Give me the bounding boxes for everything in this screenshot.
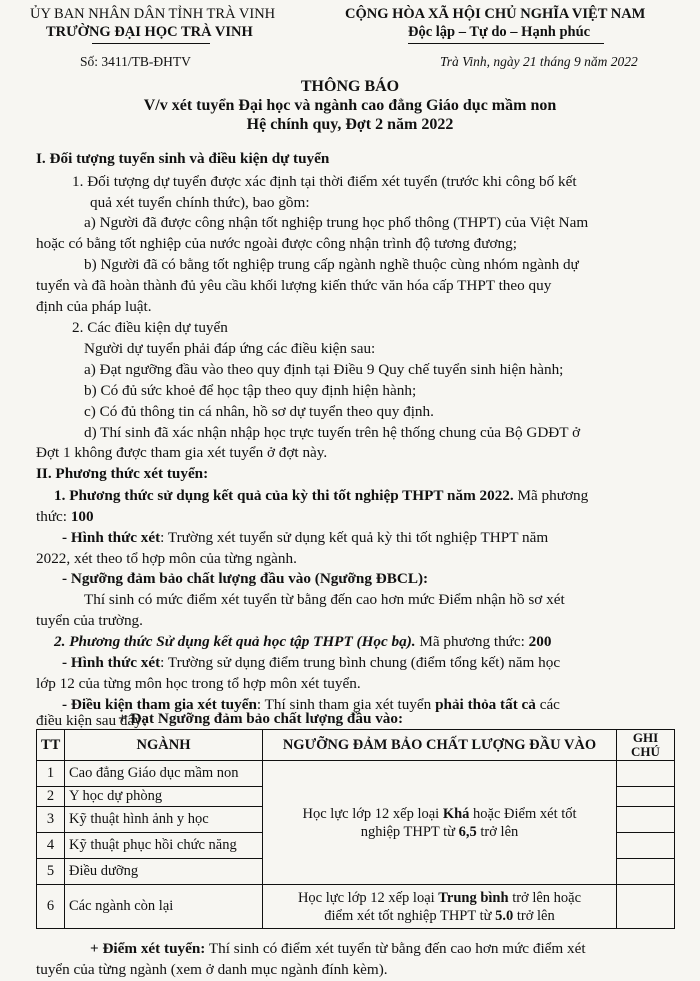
criteria-cell-2 — [263, 885, 617, 929]
row-nganh: Kỹ thuật hình ảnh y học — [65, 807, 263, 833]
header-nganh: NGÀNH — [65, 730, 263, 761]
header-ghichu: GHI CHÚ — [617, 730, 675, 761]
s1-cond-d-line2: Đợt 1 không được tham gia xét tuyển ở đợt này. — [36, 444, 328, 461]
header-tt: TT — [37, 730, 65, 761]
score-line1 — [90, 940, 586, 958]
conditions-end: các — [535, 696, 560, 713]
crit1-a: Học lực lớp 12 xếp loại — [302, 805, 443, 822]
row-ghichu — [617, 859, 675, 885]
crit1-b: hoặc Điểm xét tốt — [469, 805, 577, 822]
s1-p1-line1: 1. Đối tượng dự tuyển được xác định tại thời điểm xét tuyển (trước khi công bố kết — [72, 173, 577, 190]
crit1-bold2: 6,5 — [458, 823, 477, 840]
method-1-form-line2: 2022, xét theo tổ hợp môn của từng ngành. — [36, 550, 297, 567]
row-tt: 5 — [37, 859, 65, 885]
method-1-line1 — [54, 487, 588, 505]
method-1-form-line1 — [62, 529, 548, 547]
doc-subject: V/v xét tuyển Đại học và ngành cao đẳng Giáo dục mầm non — [143, 97, 557, 114]
crit2-bold2: 5.0 — [495, 907, 514, 924]
s1-a-line2: hoặc có bằng tốt nghiệp của nước ngoài được công nhận trình độ tương đương; — [36, 235, 517, 252]
dbcl-line1: Thí sinh có mức điểm xét tuyển từ bằng đến cao hơn mức Điểm nhận hồ sơ xét — [84, 591, 565, 608]
section-1-heading: I. Đối tượng tuyển sinh và điều kiện dự tuyển — [36, 150, 330, 167]
national-motto: Độc lập – Tự do – Hạnh phúc — [408, 24, 591, 40]
crit2-b: trở lên hoặc — [508, 889, 582, 906]
document-number: Số: 3411/TB-ĐHTV — [80, 54, 191, 69]
s1-p2-intro: Người dự tuyển phải đáp ứng các điều kiện sau: — [84, 340, 376, 357]
crit2-bold1: Trung bình — [438, 889, 509, 906]
row-tt: 6 — [37, 885, 65, 929]
conditions-line2: điều kiện sau đây: — [36, 712, 147, 729]
doc-subject-2: Hệ chính quy, Đợt 2 năm 2022 — [246, 116, 454, 133]
method-2-code: 200 — [528, 633, 552, 650]
table-header-row — [37, 730, 675, 761]
row-nganh: Y học dự phòng — [65, 787, 263, 807]
s1-b-line3: định của pháp luật. — [36, 298, 152, 315]
row-nganh: Các ngành còn lại — [65, 885, 263, 929]
s1-cond-b: b) Có đủ sức khoẻ để học tập theo quy định hiện hành; — [84, 382, 417, 399]
dbcl-heading: - Ngưỡng đảm bảo chất lượng đầu vào (Ngưỡng ĐBCL): — [62, 570, 429, 587]
criteria-cell-1 — [263, 761, 617, 885]
method-2-title: 2. Phương thức Sử dụng kết quả học tập THPT (Học bạ). — [54, 633, 416, 650]
s1-a-line1: a) Người đã được công nhận tốt nghiệp trung học phổ thông (THPT) của Việt Nam — [84, 214, 589, 231]
method-1-code-label-2: thức: — [36, 508, 71, 525]
header-nguong: NGƯỠNG ĐẢM BẢO CHẤT LƯỢNG ĐẦU VÀO — [263, 730, 617, 761]
row-tt: 3 — [37, 807, 65, 833]
form-label-1: - Hình thức xét — [62, 529, 161, 546]
method-1-code: 100 — [70, 508, 94, 525]
table-row — [37, 761, 675, 787]
form-label-2: - Hình thức xét — [62, 654, 161, 671]
method-2-code-label: Mã phương thức: — [415, 633, 529, 650]
threshold-table — [36, 729, 675, 929]
score-line2: tuyển của từng ngành (xem ở danh mục ngành đính kèm). — [36, 961, 388, 978]
form-text-2: : Trường sử dụng điểm trung bình chung (điểm tổng kết) năm học — [160, 654, 561, 671]
crit1-c: nghiệp THPT từ — [360, 823, 459, 840]
header-right-underline — [408, 43, 604, 44]
crit2-d: trở lên — [513, 907, 555, 924]
university-name: TRƯỜNG ĐẠI HỌC TRÀ VINH — [46, 24, 253, 40]
crit2-c: điểm xét tốt nghiệp THPT từ — [324, 907, 496, 924]
method-2-form-line1 — [62, 654, 560, 672]
s1-cond-a: a) Đạt ngưỡng đầu vào theo quy định tại Điều 9 Quy chế tuyển sinh hiện hành; — [84, 361, 564, 378]
row-ghichu — [617, 807, 675, 833]
conditions-label: - Điều kiện tham gia xét tuyển — [62, 696, 257, 713]
row-nganh: Cao đẳng Giáo dục mầm non — [65, 761, 263, 787]
threshold-subheading: + Đạt Ngưỡng đảm bảo chất lượng đầu vào: — [118, 710, 404, 727]
method-1-code-label: Mã phương — [513, 487, 589, 504]
dbcl-line2: tuyển của trường. — [36, 612, 143, 629]
row-ghichu — [617, 761, 675, 787]
method-1-title: 1. Phương thức sử dụng kết quả của kỳ thi tốt nghiệp THPT năm 2022. — [54, 487, 514, 504]
row-nganh: Kỹ thuật phục hồi chức năng — [65, 833, 263, 859]
s1-b-line1: b) Người đã có bằng tốt nghiệp trung cấp ngành nghề thuộc cùng nhóm ngành dự — [84, 256, 579, 273]
row-tt: 1 — [37, 761, 65, 787]
place-date: Trà Vinh, ngày 21 tháng 9 năm 2022 — [440, 54, 638, 69]
doc-title: THÔNG BÁO — [300, 78, 400, 95]
header-left-underline — [92, 43, 210, 44]
score-label: + Điểm xét tuyển: — [90, 940, 206, 957]
section-2-heading: II. Phương thức xét tuyển: — [36, 465, 209, 482]
s1-cond-c: c) Có đủ thông tin cá nhân, hồ sơ dự tuyển theo quy định. — [84, 403, 434, 420]
crit2-a: Học lực lớp 12 xếp loại — [297, 889, 439, 906]
method-2-line1 — [54, 633, 551, 651]
agency-name: ỦY BAN NHÂN DÂN TỈNH TRÀ VINH — [30, 6, 276, 22]
s1-p2: 2. Các điều kiện dự tuyển — [72, 319, 228, 336]
crit1-d: trở lên — [476, 823, 519, 840]
s1-b-line2: tuyển và đã hoàn thành đủ yêu cầu khối lượng kiến thức văn hóa cấp THPT theo quy — [36, 277, 552, 294]
national-title: CỘNG HÒA XÃ HỘI CHỦ NGHĨA VIỆT NAM — [345, 6, 646, 22]
crit1-bold1: Khá — [442, 805, 470, 822]
table-row — [37, 885, 675, 929]
row-ghichu — [617, 885, 675, 929]
conditions-bold: phải thỏa tất cả — [435, 696, 536, 713]
row-nganh: Điều dưỡng — [65, 859, 263, 885]
row-ghichu — [617, 787, 675, 807]
conditions-mid: : Thí sinh tham gia xét tuyển — [256, 696, 436, 713]
row-ghichu — [617, 833, 675, 859]
row-tt: 2 — [37, 787, 65, 807]
s1-p1-line2: quả xét tuyển chính thức), bao gồm: — [90, 194, 310, 211]
method-2-form-line2: lớp 12 của từng môn học trong tổ hợp môn xét tuyển. — [36, 675, 361, 692]
row-tt: 4 — [37, 833, 65, 859]
score-text: Thí sinh có điểm xét tuyển từ bằng đến cao hơn mức điểm xét — [205, 940, 586, 957]
method-1-line2 — [36, 508, 94, 526]
s1-cond-d-line1: d) Thí sinh đã xác nhận nhập học trực tuyến trên hệ thống chung của Bộ GDĐT ở — [84, 424, 581, 441]
form-text-1: : Trường xét tuyển sử dụng kết quả kỳ thi tốt nghiệp THPT năm — [160, 529, 549, 546]
